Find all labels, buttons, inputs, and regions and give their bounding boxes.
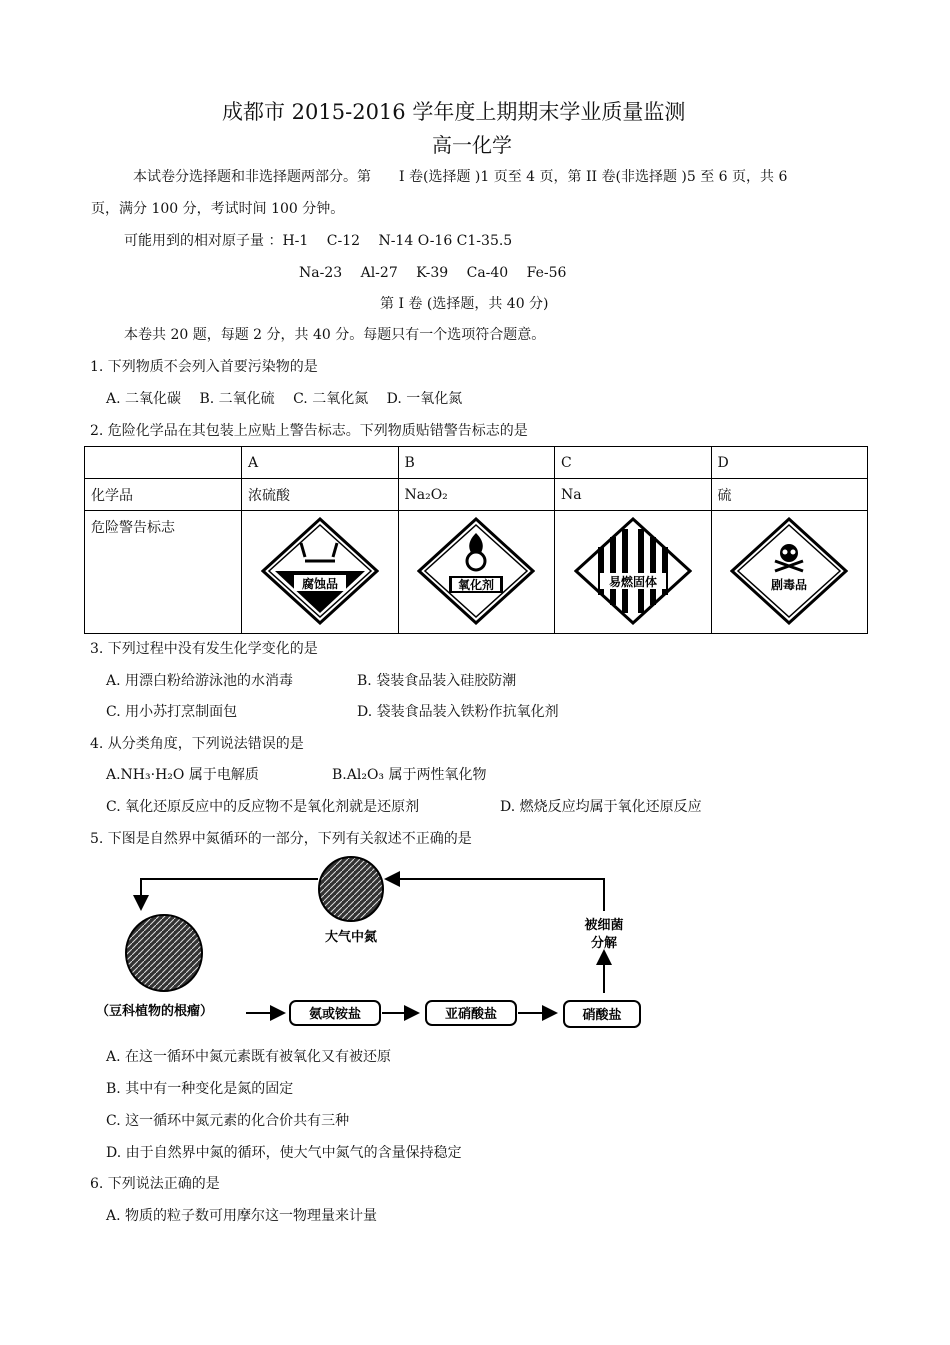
toxic-sign-icon: [730, 517, 848, 625]
table-header-row: [85, 447, 868, 479]
table-cell: [85, 447, 242, 479]
q4-option-c: C. 氧化还原反应中的反应物不是氧化剂就是还原剂: [106, 799, 420, 815]
arrow-to-atmosphere: [388, 879, 604, 911]
sign-cell-d: [711, 511, 868, 634]
table-row-signs: [85, 511, 868, 634]
q5-option-c: C. 这一循环中氮元素的化合价共有三种: [106, 1113, 350, 1129]
atmosphere-label: 大气中氮: [324, 930, 378, 945]
chemical-d: 硫: [711, 479, 868, 511]
exam-title: 成都市 2015-2016 学年度上期期末学业质量监测: [222, 100, 686, 124]
q6-option-a: A. 物质的粒子数可用摩尔这一物理量来计量: [106, 1208, 378, 1224]
q1-options: A. 二氧化碳 B. 二氧化硫 C. 二氧化氮 D. 一氧化氮: [106, 391, 463, 407]
atomic-mass-line-1: 可能用到的相对原子量 ：H-1 C-12 N-14 O-16 C1-35.5: [124, 233, 513, 249]
q3-option-a: A. 用漂白粉给游泳池的水消毒: [106, 673, 294, 689]
q3-option-b: B. 袋装食品装入硅胶防潮: [357, 673, 517, 689]
q4-option-b: B.Al₂O₃ 属于两性氧化物: [332, 767, 487, 783]
bacteria-label-1: 被细菌: [584, 918, 624, 933]
section-note: 本卷共 20 题，每题 2 分，共 40 分。每题只有一个选项符合题意。: [124, 327, 546, 343]
chemical-b: Na₂O₂: [398, 479, 555, 511]
corrosive-sign-icon: [261, 517, 379, 625]
q6-stem: 6. 下列说法正确的是: [90, 1176, 220, 1192]
q4-option-a: A.NH₃·H₂O 属于电解质: [106, 767, 259, 783]
atmosphere-image: [319, 857, 383, 921]
warning-sign-table: [84, 446, 868, 634]
q4-stem: 4. 从分类角度，下列说法错误的是: [90, 736, 304, 752]
q5-option-d: D. 由于自然界中氮的循环，使大气中氮气的含量保持稳定: [106, 1145, 462, 1161]
intro-line-2: 页，满分 100 分，考试时间 100 分钟。: [91, 201, 345, 217]
row-label-sign: 危险警告标志: [85, 511, 242, 634]
sign-b-text: 氧化剂: [458, 578, 495, 592]
sign-cell-b: [398, 511, 555, 634]
q3-option-d: D. 袋装食品装入铁粉作抗氧化剂: [357, 704, 559, 720]
sign-cell-c: [555, 511, 712, 634]
table-header-a: A: [242, 447, 399, 479]
q2-stem: 2. 危险化学品在其包装上应贴上警告标志。下列物质贴错警告标志的是: [90, 423, 528, 439]
exam-subtitle: 高一化学: [432, 133, 512, 157]
root-nodule-image: [126, 915, 202, 991]
q4-option-d: D. 燃烧反应均属于氧化还原反应: [500, 799, 702, 815]
arrow-to-legume: [141, 879, 318, 907]
table-header-b: B: [398, 447, 555, 479]
bacteria-label-2: 分解: [590, 936, 618, 951]
sign-cell-a: [242, 511, 399, 634]
legume-label: （豆科植物的根瘤）: [96, 1004, 214, 1019]
q1-stem: 1. 下列物质不会列入首要污染物的是: [90, 359, 318, 375]
row-label-chemical: 化学品: [85, 479, 242, 511]
atomic-mass-line-2: Na-23 Al-27 K-39 Ca-40 Fe-56: [299, 265, 567, 281]
sign-a-text: 腐蚀品: [301, 577, 338, 591]
sign-d-text: 剧毒品: [771, 578, 808, 592]
q5-option-b: B. 其中有一种变化是氮的固定: [106, 1081, 294, 1097]
sign-c-text: 易燃固体: [608, 575, 657, 589]
q5-option-a: A. 在这一循环中氮元素既有被氧化又有被还原: [106, 1049, 392, 1065]
box-nitrate-label: 硝酸盐: [582, 1008, 622, 1023]
chemical-c: Na: [555, 479, 712, 511]
section-title: 第 I 卷 (选择题，共 40 分): [380, 296, 549, 312]
table-row-chemicals: [85, 479, 868, 511]
table-header-c: C: [555, 447, 712, 479]
box-nitrite-label: 亚硝酸盐: [444, 1007, 498, 1022]
table-header-d: D: [711, 447, 868, 479]
q5-stem: 5. 下图是自然界中氮循环的一部分，下列有关叙述不正确的是: [90, 831, 472, 847]
intro-line-1: 本试卷分选择题和非选择题两部分。第 I 卷(选择题 )1 页至 4 页，第 II 卷(非选择题 )5 至 6 页，共 6: [133, 169, 788, 185]
q3-option-c: C. 用小苏打烹制面包: [106, 704, 238, 720]
box-ammonia-label: 氨或铵盐: [308, 1007, 362, 1022]
flammable-solid-sign-icon: [574, 517, 692, 625]
nitrogen-cycle-diagram: [96, 853, 656, 1033]
chemical-a: 浓硫酸: [242, 479, 399, 511]
q3-stem: 3. 下列过程中没有发生化学变化的是: [90, 641, 318, 657]
oxidizer-sign-icon: [417, 517, 535, 625]
